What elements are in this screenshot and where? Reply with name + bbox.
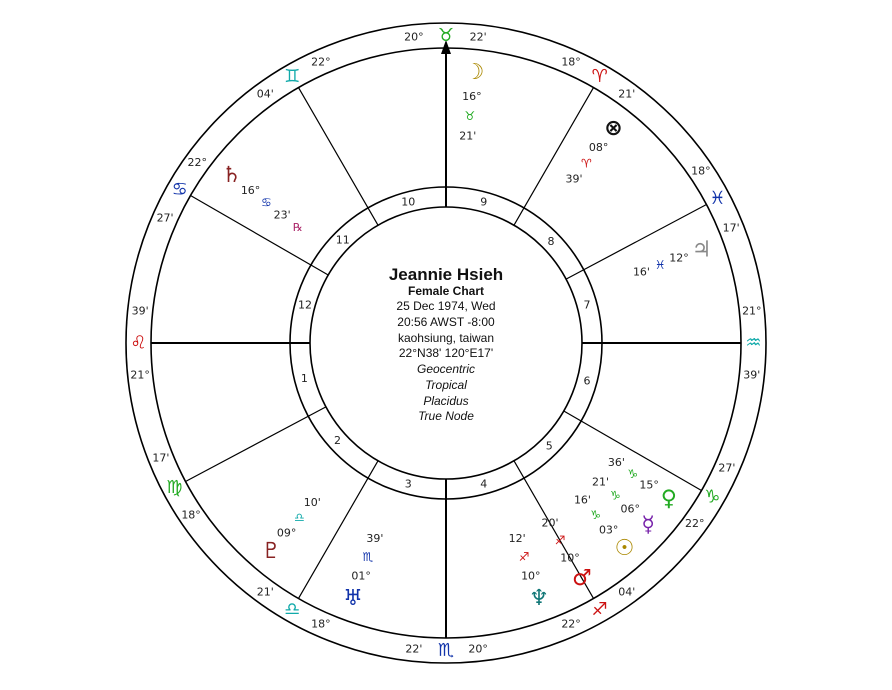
planet-sign: ♐ bbox=[554, 533, 566, 548]
planet-degree: 15° bbox=[639, 478, 659, 492]
planet-degree: 01° bbox=[351, 569, 371, 583]
cusp-degree: 27' bbox=[156, 211, 174, 225]
house-cusp-line bbox=[299, 88, 379, 226]
planet-sign: ♓ bbox=[654, 258, 666, 273]
planet-sign: ♑ bbox=[610, 488, 621, 503]
cusp-minute: 21' bbox=[618, 87, 636, 101]
house-number: 10 bbox=[401, 195, 416, 209]
planet-degree: 03° bbox=[598, 523, 619, 537]
planet-degree: 09° bbox=[276, 526, 297, 540]
neptune-icon: ♆ bbox=[529, 586, 549, 612]
aries-icon: ♈ bbox=[591, 66, 608, 88]
sun-icon: ☉ bbox=[614, 535, 635, 561]
planet-sign: ♉ bbox=[464, 109, 476, 124]
cusp-degree: 18° bbox=[311, 617, 331, 631]
planet-degree: 10° bbox=[560, 551, 580, 565]
planet-minute: 21' bbox=[459, 129, 477, 143]
cusp-degree: 18° bbox=[561, 55, 581, 69]
planet-minute: 36' bbox=[607, 455, 625, 469]
cusp-minute: 17' bbox=[152, 451, 170, 465]
house-number: 9 bbox=[480, 195, 488, 209]
chart-true-node: True Node bbox=[418, 409, 474, 423]
planet-sign: ♋ bbox=[260, 195, 272, 210]
taurus-icon: ♉ bbox=[437, 25, 455, 46]
cusp-degree: 20° bbox=[404, 30, 424, 44]
planet-sign: ♈ bbox=[580, 156, 592, 171]
planet-degree: 16° bbox=[240, 183, 261, 197]
chart-date: 25 Dec 1974, Wed bbox=[396, 299, 496, 313]
planet-minute: 20' bbox=[541, 516, 559, 530]
chart-subtitle: Female Chart bbox=[407, 284, 485, 298]
planet-minute: 16' bbox=[632, 265, 650, 279]
pluto-icon: ♇ bbox=[261, 538, 282, 564]
scorpio-icon: ♏ bbox=[437, 640, 455, 661]
cusp-degree: 04' bbox=[618, 585, 636, 599]
planet-sign: ♐ bbox=[518, 550, 530, 565]
cusp-minute: 17' bbox=[722, 221, 740, 235]
house-number: 3 bbox=[404, 477, 412, 491]
house-number: 11 bbox=[335, 233, 350, 247]
planet-degree: 10° bbox=[521, 569, 541, 583]
house-number: 5 bbox=[545, 439, 553, 453]
house-number: 7 bbox=[583, 298, 591, 312]
cusp-minute: 22' bbox=[405, 642, 423, 656]
cusp-minute: 22' bbox=[469, 30, 487, 44]
house-number: 4 bbox=[480, 477, 488, 491]
pisces-icon: ♓ bbox=[709, 188, 726, 210]
planet-minute: 39' bbox=[565, 172, 583, 186]
cusp-minute: 21' bbox=[256, 585, 274, 599]
capricorn-icon: ♑ bbox=[704, 486, 721, 508]
cusp-minute: 22° bbox=[561, 617, 581, 631]
center-info bbox=[389, 265, 503, 423]
planet-minute: 10' bbox=[303, 495, 321, 509]
mercury-icon: ☿ bbox=[641, 512, 655, 538]
cusp-degree: 04' bbox=[256, 87, 274, 101]
jupiter-icon: ♃ bbox=[691, 237, 712, 263]
planet-sign: ♑ bbox=[627, 466, 639, 481]
house-number: 12 bbox=[297, 298, 312, 312]
house-number: 2 bbox=[334, 434, 342, 448]
cusp-degree: 27' bbox=[718, 461, 736, 475]
virgo-icon: ♍ bbox=[166, 476, 183, 498]
house-number: 1 bbox=[300, 371, 308, 385]
fortune-icon: ⊗ bbox=[604, 116, 623, 142]
chart-geocentric: Geocentric bbox=[416, 362, 476, 376]
planet-sign: ♏ bbox=[362, 550, 374, 565]
planet-degree: 16° bbox=[462, 89, 482, 103]
planet-degree: 12° bbox=[669, 251, 689, 265]
cusp-degree: 21° bbox=[130, 368, 150, 382]
chart-coordinates: 22°N38' 120°E17' bbox=[398, 346, 494, 360]
cusp-minute: 22° bbox=[311, 55, 331, 69]
uranus-icon: ♅ bbox=[343, 586, 363, 612]
house-number: 8 bbox=[547, 235, 555, 249]
planet-minute: 16' bbox=[573, 493, 591, 507]
planet-minute: 21' bbox=[592, 475, 610, 489]
saturn-icon: ♄ bbox=[221, 163, 242, 189]
cusp-minute: 22° bbox=[187, 155, 207, 169]
cusp-minute: 22° bbox=[685, 517, 705, 531]
house-cusp-line bbox=[191, 196, 329, 276]
chart-name: Jeannie Hsieh bbox=[388, 265, 504, 284]
planet-degree: 08° bbox=[588, 141, 609, 155]
cusp-minute: 39' bbox=[743, 368, 761, 382]
planet-sign: ♎ bbox=[294, 510, 305, 525]
house-cusp-line bbox=[186, 407, 326, 482]
retrograde-icon: ℞ bbox=[292, 220, 303, 234]
cusp-degree: 18° bbox=[181, 508, 201, 522]
moon-icon: ☽ bbox=[464, 59, 485, 85]
venus-icon: ♀ bbox=[660, 486, 677, 512]
planet-minute: 39' bbox=[366, 531, 384, 545]
chart-time: 20:56 AWST -8:00 bbox=[397, 315, 495, 329]
planet-degree: 06° bbox=[620, 502, 641, 516]
libra-icon: ♎ bbox=[284, 598, 301, 620]
gemini-icon: ♊ bbox=[284, 66, 301, 88]
chart-tropical: Tropical bbox=[425, 378, 467, 392]
planet-minute: 23' bbox=[273, 208, 291, 222]
sagittarius-icon: ♐ bbox=[591, 598, 608, 620]
mars-icon: ♂ bbox=[572, 566, 592, 592]
cusp-degree: 21° bbox=[742, 304, 762, 318]
cusp-degree: 20° bbox=[468, 642, 488, 656]
aquarius-icon: ♒ bbox=[745, 332, 762, 354]
chart-placidus: Placidus bbox=[423, 394, 469, 408]
cancer-icon: ♋ bbox=[171, 178, 188, 200]
cusp-minute: 39' bbox=[131, 304, 149, 318]
planet-minute: 12' bbox=[508, 531, 526, 545]
cusp-degree: 18° bbox=[691, 164, 711, 178]
planet-sign: ♑ bbox=[590, 508, 601, 523]
leo-icon: ♌ bbox=[130, 332, 147, 354]
chart-place: kaohsiung, taiwan bbox=[397, 331, 495, 345]
house-number: 6 bbox=[583, 374, 591, 388]
